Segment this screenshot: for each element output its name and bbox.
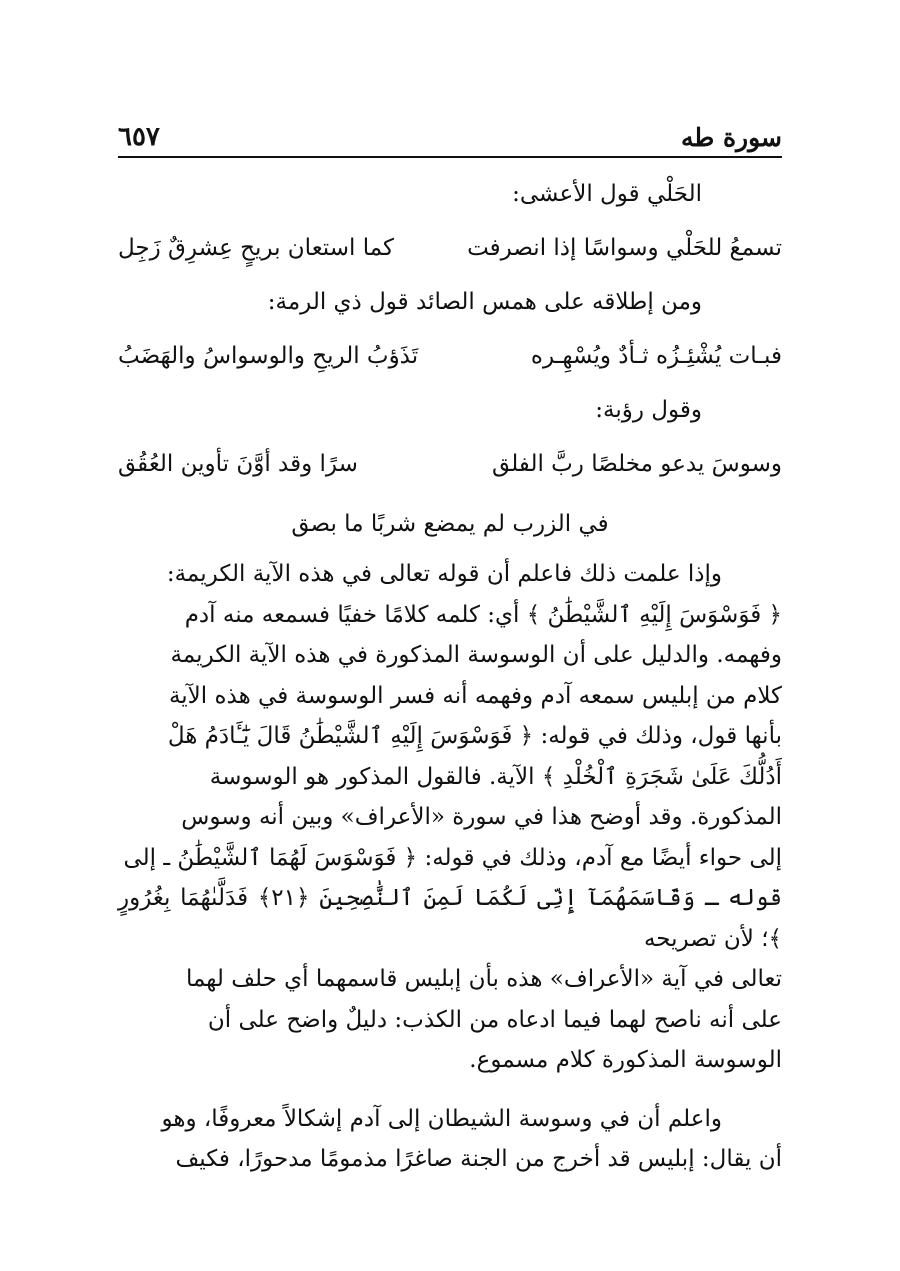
text-line: الحَلْي قول الأعشى:	[512, 181, 702, 207]
paragraph-line: على أنه ناصح لهما فيما ادعاه من الكذب: دليلٌ واضح على أن	[207, 1006, 782, 1033]
paragraph-line: كلام من إبليس سمعه آدم وفهمه أنه فسر الوسوسة في هذه الآية	[168, 682, 782, 709]
paragraph-line: أَدُلُّكَ عَلَىٰ شَجَرَةِ ٱلْخُلْدِ ﴾ الآية. فالقول المذكور هو الوسوسة	[209, 763, 782, 790]
verse-first-hemistich: فبـات يُشْئِـزُه ثـأدٌ ويُسْهِـره	[530, 343, 782, 369]
paragraph	[118, 554, 782, 1081]
page-number: ٦٥٧	[118, 122, 160, 152]
paragraph-line: المذكورة. وقد أوضح هذا في سورة «الأعراف» وبين أنه وسوس	[181, 804, 782, 830]
poetry-verse	[118, 434, 782, 494]
paragraph-line: واعلم أن في وسوسة الشيطان إلى آدم إشكالاً معروفًا، وهو	[161, 1105, 722, 1132]
poetry-verse	[118, 326, 782, 386]
paragraph-line: وفهمه. والدليل على أن الوسوسة المذكورة في هذه الآية الكريمة	[170, 642, 782, 668]
paragraph-line: بأنها قول، وذلك في قوله: ﴿ فَوَسْوَسَ إِلَيْهِ ٱلشَّيْطَٰنُ قَالَ يَٰٓـَٔادَمُ هَلْ	[167, 723, 782, 749]
paragraph-line: قوله ـ وَقَاسَمَهُمَآ إِنِّى لَكُمَا لَمِنَ ٱلنَّٰصِحِينَ ﴿٢١﴾ فَدَلَّىٰهُمَا بِغُرُورٍ ﴾؛ لأن تصريحه	[118, 885, 783, 952]
text-line: وقول رؤبة:	[595, 397, 702, 423]
paragraph	[118, 1099, 782, 1180]
paragraph-line: وإذا علمت ذلك فاعلم أن قوله تعالى في هذه الآية الكريمة:	[166, 561, 722, 587]
text-line: ومن إطلاقه على همس الصائد قول ذي الرمة:	[267, 289, 702, 315]
verse-second-hemistich: سرًا وقد أوَّنَ تأوين العُقُق	[118, 451, 358, 477]
page-body	[118, 170, 782, 1180]
verse-first-hemistich: وسوسَ يدعو مخلصًا ربَّ الفلق	[492, 451, 782, 477]
paragraph-line: ﴿ فَوَسْوَسَ إِلَيْهِ ٱلشَّيْطَٰنُ ﴾ أي: كلمه كلامًا خفيًا فسمعه منه آدم	[184, 601, 782, 628]
poetry-line-centered: في الزرب لم يمضع شربًا ما بصق	[291, 511, 609, 537]
verse-second-hemistich: تَذَؤبُ الريحِ والوسواسُ والهَضَبُ	[118, 343, 419, 369]
verse-first-hemistich: تسمعُ للحَلْي وسواسًا إذا انصرفت	[467, 235, 782, 261]
paragraph-gap	[118, 1081, 782, 1099]
paragraph-line: إلى حواء أيضًا مع آدم، وذلك في قوله: ﴿ فَوَسْوَسَ لَهُمَا ٱلشَّيْطَٰنُ ـ إلى	[123, 844, 782, 871]
verse-second-hemistich: كما استعان بريحٍ عِشرِقٌ زَجِل	[118, 235, 394, 261]
page-header	[118, 110, 782, 158]
paragraph-line: الوسوسة المذكورة كلام مسموع.	[469, 1047, 782, 1073]
paragraph-line: تعالى في آية «الأعراف» هذه بأن إبليس قاسمهما أي حلف لهما	[185, 966, 782, 992]
paragraph-line: أن يقال: إبليس قد أخرج من الجنة صاغرًا مذمومًا مدحورًا، فكيف	[175, 1146, 782, 1172]
poetry-verse	[118, 218, 782, 278]
surah-title: سورة طه	[680, 123, 782, 152]
